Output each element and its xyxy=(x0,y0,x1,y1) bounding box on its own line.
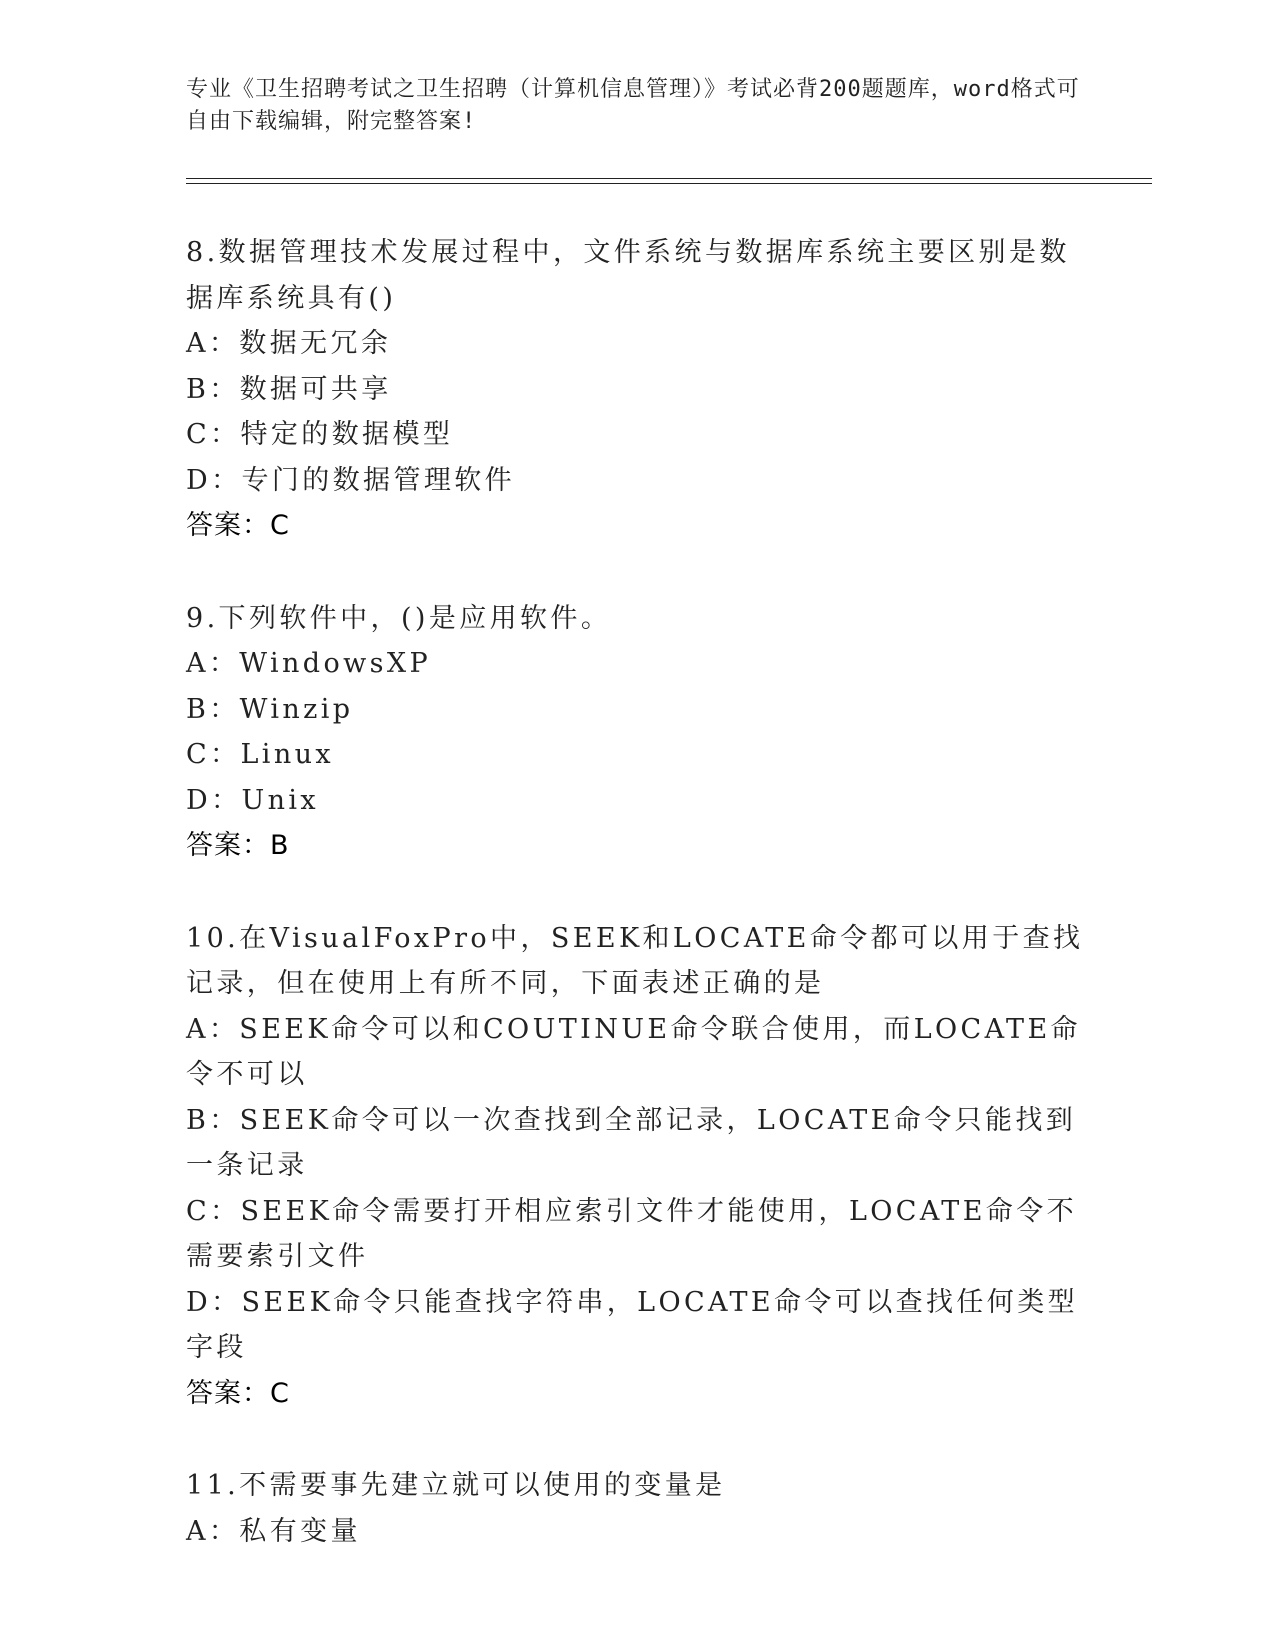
question-text: 8.数据管理技术发展过程中，文件系统与数据库系统主要区别是数据库系统具有() xyxy=(186,237,1070,314)
option-d: D：Unix xyxy=(186,784,320,816)
option-a: A：SEEK命令可以和COUTINUE命令联合使用，而LOCATE命令不可以 xyxy=(186,1013,1081,1090)
question-11 xyxy=(186,1463,1086,1554)
option-c: C：Linux xyxy=(186,739,335,770)
option-b: B：SEEK命令可以一次查找到全部记录，LOCATE命令只能找到一条记录 xyxy=(186,1104,1077,1181)
question-text: 11.不需要事先建立就可以使用的变量是 xyxy=(186,1470,726,1501)
header-rule-bottom xyxy=(186,183,1152,184)
option-a: A：WindowsXP xyxy=(186,648,432,679)
question-9 xyxy=(186,596,1086,869)
question-text: 9.下列软件中，()是应用软件。 xyxy=(186,602,612,634)
option-a: A：数据无冗余 xyxy=(186,328,392,359)
document-header: 专业《卫生招聘考试之卫生招聘（计算机信息管理）》考试必背200题题库，word格式可自由下载编辑，附完整答案! xyxy=(186,77,1080,134)
option-d: D：SEEK命令只能查找字符串，LOCATE命令可以查找任何类型字段 xyxy=(186,1286,1078,1363)
header-rule-top xyxy=(186,178,1152,179)
option-c: C：特定的数据模型 xyxy=(186,419,454,450)
option-d: D：专门的数据管理软件 xyxy=(186,464,516,496)
answer-text: 答案：C xyxy=(186,510,290,541)
question-text: 10.在VisualFoxPro中，SEEK和LOCATE命令都可以用于查找记录，但在使用上有所不同，下面表述正确的是 xyxy=(186,922,1084,999)
option-a: A：私有变量 xyxy=(186,1515,361,1547)
question-list xyxy=(186,230,1086,1601)
option-b: B：数据可共享 xyxy=(186,373,392,405)
option-b: B：Winzip xyxy=(186,693,354,725)
question-8 xyxy=(186,230,1086,549)
question-10 xyxy=(186,916,1086,1417)
answer-text: 答案：B xyxy=(186,830,290,861)
option-c: C：SEEK命令需要打开相应索引文件才能使用，LOCATE命令不需要索引文件 xyxy=(186,1195,1078,1272)
answer-text: 答案：C xyxy=(186,1377,290,1409)
